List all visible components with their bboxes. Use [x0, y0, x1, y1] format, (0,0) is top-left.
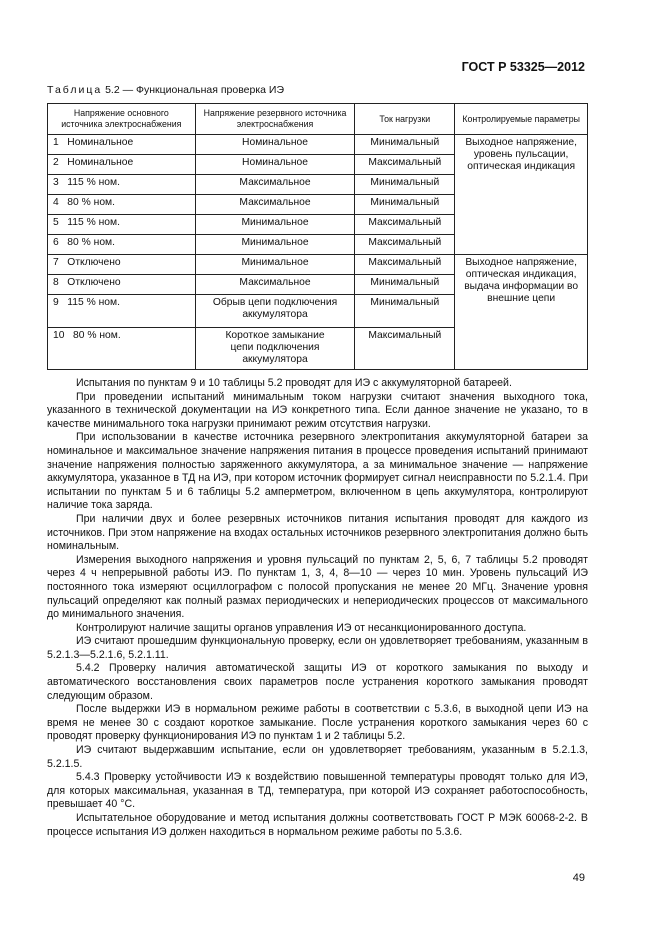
functional-check-table	[47, 103, 588, 370]
paragraph: Измерения выходного напряжения и уровня пульсаций по пунктам 2, 5, 6, 7 таблицы 5.2 проводят через 4 ч непрерывной работы ИЭ. По пунктам 1, 3, 4, 8—10 — через 10 мин. Уровень пульсаций ИЭ постоянного тока измеряют осциллографом с полосой пропускания не менее 20 МГц. Значение уровня пульсаций определяют как полный размах периодических и непериодических процессов от максимального до минимального значения.	[47, 553, 588, 621]
cell-current: Максимальный	[355, 215, 455, 235]
paragraph: При использовании в качестве источника резервного электропитания аккумуляторной батареи за номинальное и максимальное значение напряжения питания в процессе проведения испытаний принимают значение напряжения полностью заряженного аккумулятора, а за минимальное значение — напряжение аккумулятора, указанное в ТД на ИЭ, при котором источник формирует сигнал неисправности по 5.2.1.4. При испытании по пунктам 5 и 6 таблицы 5.2 амперметром, включенном в цепь аккумулятора, контролируют наличие тока заряда.	[47, 431, 588, 512]
cell-main: 8 Отключено	[48, 275, 196, 295]
cell-current: Минимальный	[355, 135, 455, 155]
paragraph: Испытательное оборудование и метод испытания должны соответствовать ГОСТ Р МЭК 60068-2-2. В процессе испытания ИЭ должен находиться в нормальном режиме работы по 5.3.6.	[47, 812, 588, 838]
column-header: Контролируемые параметры	[455, 104, 588, 135]
cell-main: 10 80 % ном.	[48, 328, 196, 370]
paragraph: Контролируют наличие защиты органов управления ИЭ от несанкционированного доступа.	[76, 621, 527, 634]
cell-main: 6 80 % ном.	[48, 235, 196, 255]
cell-params: Выходное напряжение, оптическая индикация, выдача информации во внешние цепи	[455, 255, 588, 370]
table-caption-prefix: Таблица	[47, 84, 103, 96]
paragraph: При наличии двух и более резервных источников питания испытания проводят для каждого из источников. При этом напряжение на входах остальных источников резервного электропитания должно быть номинальным.	[47, 512, 588, 553]
paragraph: Испытания по пунктам 9 и 10 таблицы 5.2 проводят для ИЭ с аккумуляторной батареей.	[76, 377, 512, 389]
paragraph: После выдержки ИЭ в нормальном режиме работы в соответствии с 5.3.6, в выходной цепи ИЭ на время не менее 30 с создают короткое замыкание. После устранения короткого замыкания через 60 с проводят проверку функционирования ИЭ по пунктам 1 и 2 таблицы 5.2.	[47, 703, 588, 743]
cell-main: 1 Номинальное	[48, 135, 196, 155]
table-row	[48, 135, 588, 155]
cell-current: Максимальный	[355, 235, 455, 255]
document-id: ГОСТ Р 53325—2012	[461, 60, 585, 74]
column-header: Напряжение основного источника электроснабжения	[48, 104, 196, 135]
cell-main: 7 Отключено	[48, 255, 196, 275]
cell-main: 3 115 % ном.	[48, 175, 196, 195]
page-number: 49	[572, 872, 585, 884]
table-row	[48, 255, 588, 275]
cell-main: 5 115 % ном.	[48, 215, 196, 235]
paragraph: ИЭ считают выдержавшим испытание, если он удовлетворяет требованиям, указанным в 5.2.1.3, 5.2.1.5.	[47, 744, 588, 770]
cell-reserve: Максимальное	[195, 175, 355, 195]
cell-current: Максимальный	[355, 155, 455, 175]
paragraph: 5.4.3 Проверку устойчивости ИЭ к воздействию повышенной температуры проводят только для ИЭ, для которых максимальная, указанная в ТД, температура, при которой ИЭ сохраняет работоспособность, превышает 40 °С.	[47, 771, 588, 811]
cell-reserve: Номинальное	[195, 155, 355, 175]
cell-current: Максимальный	[355, 255, 455, 275]
cell-current: Минимальный	[355, 275, 455, 295]
table-header-row	[48, 104, 588, 135]
cell-reserve: Короткое замыкание цепи подключения аккумулятора	[195, 328, 355, 370]
table-caption	[47, 84, 284, 96]
cell-reserve: Обрыв цепи подключения аккумулятора	[195, 295, 355, 328]
column-header: Напряжение резервного источника электроснабжения	[195, 104, 355, 135]
paragraph: 5.4.2 Проверку наличия автоматической защиты ИЭ от короткого замыкания по выходу и автоматического восстановления своих параметров после устранения короткого замыкания проводят следующим образом.	[47, 662, 588, 702]
cell-reserve: Минимальное	[195, 255, 355, 275]
cell-params: Выходное напряжение, уровень пульсации, оптическая индикация	[455, 135, 588, 255]
cell-main: 9 115 % ном.	[48, 295, 196, 328]
cell-current: Минимальный	[355, 195, 455, 215]
paragraph: ИЭ считают прошедшим функциональную проверку, если он удовлетворяет требованиям, указанным в 5.2.1.3—5.2.1.6, 5.2.1.11.	[47, 635, 588, 661]
paragraph: При проведении испытаний минимальным током нагрузки считают значения выходного тока, указанного в технической документации на ИЭ конкретного типа. Если данное значение не указано, то в качестве минимального тока нагрузки принимают режим отсутствия нагрузки.	[47, 390, 588, 430]
cell-current: Минимальный	[355, 295, 455, 328]
body-text	[47, 377, 588, 839]
cell-current: Максимальный	[355, 328, 455, 370]
cell-current: Минимальный	[355, 175, 455, 195]
cell-reserve: Минимальное	[195, 235, 355, 255]
table-caption-title: 5.2 — Функциональная проверка ИЭ	[102, 84, 285, 96]
cell-reserve: Максимальное	[195, 195, 355, 215]
column-header: Ток нагрузки	[355, 104, 455, 135]
cell-main: 4 80 % ном.	[48, 195, 196, 215]
cell-reserve: Минимальное	[195, 215, 355, 235]
cell-main: 2 Номинальное	[48, 155, 196, 175]
cell-reserve: Номинальное	[195, 135, 355, 155]
cell-reserve: Максимальное	[195, 275, 355, 295]
